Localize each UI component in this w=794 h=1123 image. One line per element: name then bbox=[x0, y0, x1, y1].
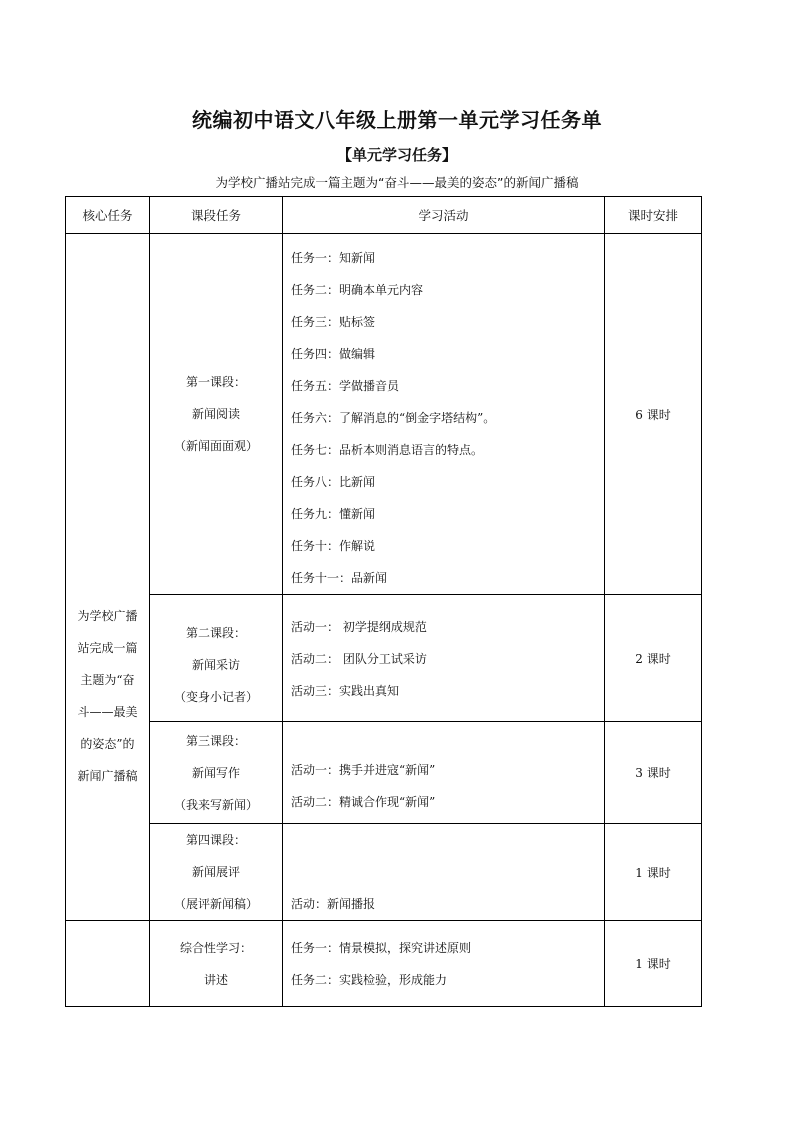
stage-cell bbox=[150, 595, 283, 722]
table-row bbox=[66, 595, 702, 722]
table-row bbox=[66, 722, 702, 824]
stage-cell bbox=[150, 722, 283, 824]
activity-item: 任务二：实践检验，形成能力 bbox=[291, 972, 448, 987]
stage-line: 新闻采访 bbox=[191, 658, 240, 672]
activity-item: 任务十一：品新闻 bbox=[291, 571, 388, 585]
hours-cell: 6 课时 bbox=[605, 234, 702, 595]
stage-cell bbox=[150, 824, 283, 921]
table-header-row bbox=[66, 197, 702, 234]
hours-cell: 1 课时 bbox=[605, 824, 702, 921]
activity-item bbox=[291, 856, 604, 888]
stage-line: 新闻展评 bbox=[191, 865, 240, 879]
table-row bbox=[66, 234, 702, 595]
core-task-line: 新闻广播稿 bbox=[77, 769, 138, 783]
header-stage-task: 课段任务 bbox=[150, 197, 283, 234]
stage-line: 第三课段： bbox=[185, 733, 246, 748]
core-task-line: 为学校广播 bbox=[77, 609, 138, 623]
unit-theme: 为学校广播站完成一篇主题为“奋斗——最美的姿态”的新闻广播稿 bbox=[215, 175, 579, 190]
table-row bbox=[66, 921, 702, 1007]
core-task-line: 的姿态”的 bbox=[80, 737, 135, 751]
activity-item: 任务四：做编辑 bbox=[291, 347, 376, 361]
activities-cell bbox=[283, 921, 605, 1007]
stage-line: 第四课段： bbox=[185, 833, 246, 847]
header-core-task: 核心任务 bbox=[66, 197, 150, 234]
stage-line: （我来写新闻） bbox=[173, 797, 258, 812]
activity-item: 活动二： 团队分工试采访 bbox=[291, 652, 427, 666]
activity-item: 任务七：品析本则消息语言的特点。 bbox=[291, 443, 484, 457]
core-task-cell-empty bbox=[66, 921, 150, 1007]
activity-item: 任务二：明确本单元内容 bbox=[291, 283, 424, 297]
activity-item: 活动三：实践出真知 bbox=[291, 684, 400, 698]
core-task-cell bbox=[66, 234, 150, 921]
stage-cell bbox=[150, 921, 283, 1007]
stage-line: （变身小记者） bbox=[173, 690, 258, 704]
stage-line: 新闻写作 bbox=[191, 765, 240, 780]
activity-item: 活动：新闻播报 bbox=[291, 897, 376, 911]
activity-item: 任务一：知新闻 bbox=[291, 251, 376, 265]
activities-cell bbox=[283, 824, 605, 921]
activity-item: 任务五：学做播音员 bbox=[291, 379, 400, 393]
core-task-line: 主题为“奋 bbox=[80, 673, 135, 687]
activities-cell bbox=[283, 234, 605, 595]
activity-item: 任务一：情景模拟，探究讲述原则 bbox=[291, 940, 472, 955]
stage-cell bbox=[150, 234, 283, 595]
stage-line: 第二课段： bbox=[185, 626, 246, 640]
core-task-line: 站完成一篇 bbox=[77, 641, 138, 655]
activity-item: 活动一：携手并进寇“新闻” bbox=[291, 763, 436, 777]
activity-item: 任务九：懂新闻 bbox=[291, 507, 376, 521]
activity-item: 任务十：作解说 bbox=[291, 539, 376, 553]
stage-line: （展评新闻稿） bbox=[173, 897, 258, 911]
activities-cell bbox=[283, 595, 605, 722]
stage-line: 第一课段： bbox=[185, 375, 246, 389]
core-task-line: 斗——最美 bbox=[77, 705, 138, 719]
activity-item: 活动一： 初学提纲成规范 bbox=[291, 620, 427, 634]
stage-line: 综合性学习： bbox=[179, 940, 252, 955]
stage-line: （新闻面面观） bbox=[173, 439, 258, 453]
stage-line: 讲述 bbox=[203, 972, 228, 987]
page-title: 统编初中语文八年级上册第一单元学习任务单 bbox=[192, 108, 602, 132]
activity-item: 任务八：比新闻 bbox=[291, 475, 376, 489]
activity-item: 任务三：贴标签 bbox=[291, 315, 376, 329]
section-subtitle: 【单元学习任务】 bbox=[336, 146, 457, 164]
header-hours: 课时安排 bbox=[605, 197, 702, 234]
activity-item: 活动二：精诚合作现“新闻” bbox=[291, 795, 436, 809]
stage-line: 新闻阅读 bbox=[191, 407, 240, 421]
header-activities: 学习活动 bbox=[283, 197, 605, 234]
activity-item: 任务六：了解消息的“倒金字塔结构”。 bbox=[291, 411, 496, 425]
hours-cell: 1 课时 bbox=[605, 921, 702, 1007]
hours-cell: 3 课时 bbox=[605, 722, 702, 824]
activity-item bbox=[291, 824, 604, 856]
hours-cell: 2 课时 bbox=[605, 595, 702, 722]
task-table bbox=[65, 196, 702, 1007]
table-row bbox=[66, 824, 702, 921]
activities-cell bbox=[283, 722, 605, 824]
